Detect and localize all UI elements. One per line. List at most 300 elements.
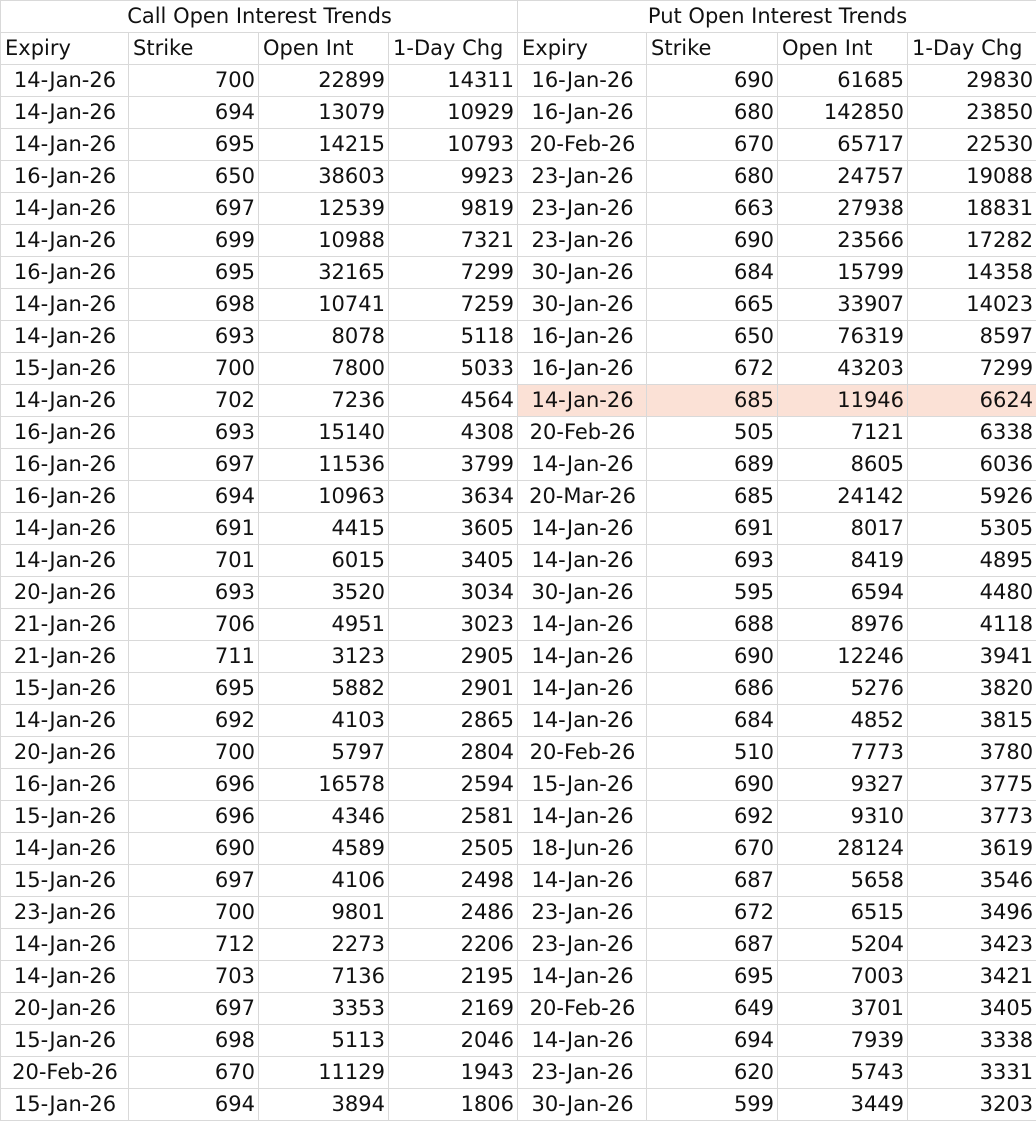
- call-open-int-cell[interactable]: 9801: [259, 897, 389, 929]
- call-open-int-cell[interactable]: 13079: [259, 97, 389, 129]
- call-strike-cell[interactable]: 697: [129, 993, 259, 1025]
- call-expiry-cell[interactable]: 16-Jan-26: [1, 449, 129, 481]
- call-strike-cell[interactable]: 697: [129, 449, 259, 481]
- put-day-chg-cell[interactable]: 8597: [908, 321, 1036, 353]
- put-strike-cell[interactable]: 663: [647, 193, 778, 225]
- table-row: [1, 929, 1036, 961]
- call-open-int-cell[interactable]: 4103: [259, 705, 389, 737]
- put-day-chg-header[interactable]: 1-Day Chg: [908, 33, 1036, 65]
- call-day-chg-cell[interactable]: 2195: [389, 961, 518, 993]
- put-strike-cell[interactable]: 690: [647, 641, 778, 673]
- call-strike-cell[interactable]: 691: [129, 513, 259, 545]
- call-strike-cell[interactable]: 702: [129, 385, 259, 417]
- put-expiry-cell[interactable]: 16-Jan-26: [518, 97, 647, 129]
- table-row: [1, 449, 1036, 481]
- put-expiry-cell[interactable]: 20-Feb-26: [518, 993, 647, 1025]
- put-expiry-cell[interactable]: 23-Jan-26: [518, 225, 647, 257]
- call-expiry-cell[interactable]: 21-Jan-26: [1, 609, 129, 641]
- put-expiry-cell[interactable]: 30-Jan-26: [518, 577, 647, 609]
- call-day-chg-cell[interactable]: 2498: [389, 865, 518, 897]
- call-open-int-cell[interactable]: 16578: [259, 769, 389, 801]
- table-row: [1, 673, 1036, 705]
- table-row: [1, 161, 1036, 193]
- put-open-int-cell[interactable]: 23566: [778, 225, 908, 257]
- put-strike-cell[interactable]: 672: [647, 353, 778, 385]
- put-day-chg-cell[interactable]: 3203: [908, 1089, 1036, 1121]
- call-expiry-cell[interactable]: 20-Jan-26: [1, 993, 129, 1025]
- put-expiry-cell[interactable]: 20-Mar-26: [518, 481, 647, 513]
- put-expiry-cell[interactable]: 16-Jan-26: [518, 65, 647, 97]
- call-day-chg-cell[interactable]: 2505: [389, 833, 518, 865]
- put-strike-cell[interactable]: 684: [647, 705, 778, 737]
- put-day-chg-cell[interactable]: 5926: [908, 481, 1036, 513]
- call-day-chg-cell[interactable]: 7321: [389, 225, 518, 257]
- put-open-int-cell[interactable]: 6594: [778, 577, 908, 609]
- call-section-title[interactable]: Call Open Interest Trends: [1, 1, 518, 33]
- call-expiry-cell[interactable]: 14-Jan-26: [1, 193, 129, 225]
- table-row: [1, 961, 1036, 993]
- call-open-int-cell[interactable]: 7800: [259, 353, 389, 385]
- put-open-int-cell[interactable]: 5276: [778, 673, 908, 705]
- put-strike-cell[interactable]: 693: [647, 545, 778, 577]
- call-strike-cell[interactable]: 699: [129, 225, 259, 257]
- call-expiry-cell[interactable]: 14-Jan-26: [1, 833, 129, 865]
- call-strike-cell[interactable]: 695: [129, 673, 259, 705]
- call-expiry-cell[interactable]: 16-Jan-26: [1, 161, 129, 193]
- put-strike-cell[interactable]: 685: [647, 481, 778, 513]
- put-expiry-cell[interactable]: 23-Jan-26: [518, 161, 647, 193]
- call-day-chg-cell[interactable]: 4564: [389, 385, 518, 417]
- put-strike-cell[interactable]: 695: [647, 961, 778, 993]
- put-open-int-cell[interactable]: 28124: [778, 833, 908, 865]
- put-day-chg-cell[interactable]: 3405: [908, 993, 1036, 1025]
- put-day-chg-cell[interactable]: 3546: [908, 865, 1036, 897]
- put-open-int-cell[interactable]: 7003: [778, 961, 908, 993]
- put-expiry-cell[interactable]: 20-Feb-26: [518, 129, 647, 161]
- call-open-int-cell[interactable]: 3894: [259, 1089, 389, 1121]
- call-open-int-cell[interactable]: 15140: [259, 417, 389, 449]
- call-open-int-cell[interactable]: 10741: [259, 289, 389, 321]
- call-strike-cell[interactable]: 692: [129, 705, 259, 737]
- put-open-int-cell[interactable]: 8017: [778, 513, 908, 545]
- put-expiry-cell[interactable]: 14-Jan-26: [518, 1025, 647, 1057]
- put-open-int-cell[interactable]: 3449: [778, 1089, 908, 1121]
- put-open-int-cell[interactable]: 12246: [778, 641, 908, 673]
- table-row: [1, 737, 1036, 769]
- call-day-chg-cell[interactable]: 2901: [389, 673, 518, 705]
- put-expiry-cell[interactable]: 14-Jan-26: [518, 385, 647, 417]
- put-open-int-cell[interactable]: 8419: [778, 545, 908, 577]
- call-day-chg-cell[interactable]: 10929: [389, 97, 518, 129]
- table-row: [1, 257, 1036, 289]
- table-row: [1, 225, 1036, 257]
- put-expiry-cell[interactable]: 23-Jan-26: [518, 929, 647, 961]
- put-strike-cell[interactable]: 688: [647, 609, 778, 641]
- table-row: [1, 1025, 1036, 1057]
- call-expiry-cell[interactable]: 15-Jan-26: [1, 353, 129, 385]
- put-strike-cell[interactable]: 690: [647, 769, 778, 801]
- call-day-chg-cell[interactable]: 5033: [389, 353, 518, 385]
- call-expiry-cell[interactable]: 14-Jan-26: [1, 225, 129, 257]
- call-open-int-cell[interactable]: 4346: [259, 801, 389, 833]
- put-strike-cell[interactable]: 691: [647, 513, 778, 545]
- call-strike-cell[interactable]: 670: [129, 1057, 259, 1089]
- put-day-chg-cell[interactable]: 23850: [908, 97, 1036, 129]
- put-strike-cell[interactable]: 649: [647, 993, 778, 1025]
- call-expiry-cell[interactable]: 16-Jan-26: [1, 257, 129, 289]
- call-expiry-header[interactable]: Expiry: [1, 33, 129, 65]
- call-strike-cell[interactable]: 696: [129, 801, 259, 833]
- call-strike-cell[interactable]: 697: [129, 865, 259, 897]
- call-day-chg-cell[interactable]: 2594: [389, 769, 518, 801]
- put-strike-cell[interactable]: 690: [647, 225, 778, 257]
- put-day-chg-cell[interactable]: 29830: [908, 65, 1036, 97]
- put-expiry-cell[interactable]: 14-Jan-26: [518, 545, 647, 577]
- put-expiry-cell[interactable]: 14-Jan-26: [518, 865, 647, 897]
- call-strike-cell[interactable]: 694: [129, 481, 259, 513]
- put-strike-cell[interactable]: 650: [647, 321, 778, 353]
- put-open-int-cell[interactable]: 9310: [778, 801, 908, 833]
- call-expiry-cell[interactable]: 21-Jan-26: [1, 641, 129, 673]
- put-day-chg-cell[interactable]: 3815: [908, 705, 1036, 737]
- call-strike-cell[interactable]: 701: [129, 545, 259, 577]
- call-strike-cell[interactable]: 712: [129, 929, 259, 961]
- put-strike-cell[interactable]: 505: [647, 417, 778, 449]
- call-expiry-cell[interactable]: 14-Jan-26: [1, 385, 129, 417]
- call-open-int-cell[interactable]: 4415: [259, 513, 389, 545]
- put-open-int-cell[interactable]: 3701: [778, 993, 908, 1025]
- call-day-chg-cell[interactable]: 10793: [389, 129, 518, 161]
- call-day-chg-cell[interactable]: 3605: [389, 513, 518, 545]
- call-day-chg-cell[interactable]: 3034: [389, 577, 518, 609]
- put-day-chg-cell[interactable]: 3619: [908, 833, 1036, 865]
- put-day-chg-cell[interactable]: 18831: [908, 193, 1036, 225]
- put-open-int-cell[interactable]: 15799: [778, 257, 908, 289]
- put-open-int-cell[interactable]: 11946: [778, 385, 908, 417]
- call-open-int-cell[interactable]: 11536: [259, 449, 389, 481]
- call-expiry-cell[interactable]: 14-Jan-26: [1, 289, 129, 321]
- call-open-int-cell[interactable]: 5797: [259, 737, 389, 769]
- call-strike-cell[interactable]: 693: [129, 577, 259, 609]
- put-expiry-cell[interactable]: 14-Jan-26: [518, 641, 647, 673]
- call-strike-cell[interactable]: 695: [129, 257, 259, 289]
- call-strike-cell[interactable]: 703: [129, 961, 259, 993]
- put-expiry-cell[interactable]: 30-Jan-26: [518, 257, 647, 289]
- call-open-int-cell[interactable]: 32165: [259, 257, 389, 289]
- put-open-int-cell[interactable]: 7939: [778, 1025, 908, 1057]
- title-row: [1, 1, 1036, 33]
- put-strike-cell[interactable]: 694: [647, 1025, 778, 1057]
- table-row: [1, 865, 1036, 897]
- put-strike-cell[interactable]: 687: [647, 929, 778, 961]
- call-day-chg-cell[interactable]: 2865: [389, 705, 518, 737]
- put-day-chg-cell[interactable]: 3496: [908, 897, 1036, 929]
- table-row: [1, 385, 1036, 417]
- table-row: [1, 65, 1036, 97]
- call-open-int-cell[interactable]: 7136: [259, 961, 389, 993]
- put-strike-cell[interactable]: 670: [647, 833, 778, 865]
- call-open-int-cell[interactable]: 14215: [259, 129, 389, 161]
- put-open-int-cell[interactable]: 65717: [778, 129, 908, 161]
- call-expiry-cell[interactable]: 14-Jan-26: [1, 513, 129, 545]
- put-day-chg-cell[interactable]: 22530: [908, 129, 1036, 161]
- put-open-int-cell[interactable]: 33907: [778, 289, 908, 321]
- call-open-int-cell[interactable]: 5882: [259, 673, 389, 705]
- put-day-chg-cell[interactable]: 3820: [908, 673, 1036, 705]
- call-expiry-cell[interactable]: 14-Jan-26: [1, 705, 129, 737]
- call-expiry-cell[interactable]: 15-Jan-26: [1, 801, 129, 833]
- put-expiry-cell[interactable]: 30-Jan-26: [518, 1089, 647, 1121]
- call-open-int-cell[interactable]: 3123: [259, 641, 389, 673]
- put-open-int-cell[interactable]: 5204: [778, 929, 908, 961]
- call-expiry-cell[interactable]: 14-Jan-26: [1, 97, 129, 129]
- put-expiry-cell[interactable]: 18-Jun-26: [518, 833, 647, 865]
- call-expiry-cell[interactable]: 23-Jan-26: [1, 897, 129, 929]
- call-day-chg-cell[interactable]: 14311: [389, 65, 518, 97]
- call-expiry-cell[interactable]: 15-Jan-26: [1, 865, 129, 897]
- table-row: [1, 353, 1036, 385]
- call-strike-cell[interactable]: 700: [129, 897, 259, 929]
- table-row: [1, 897, 1036, 929]
- put-day-chg-cell[interactable]: 6624: [908, 385, 1036, 417]
- put-expiry-cell[interactable]: 20-Feb-26: [518, 737, 647, 769]
- call-open-int-cell[interactable]: 38603: [259, 161, 389, 193]
- put-day-chg-cell[interactable]: 6338: [908, 417, 1036, 449]
- put-strike-cell[interactable]: 599: [647, 1089, 778, 1121]
- put-strike-cell[interactable]: 670: [647, 129, 778, 161]
- put-day-chg-cell[interactable]: 3941: [908, 641, 1036, 673]
- put-open-int-cell[interactable]: 7121: [778, 417, 908, 449]
- put-strike-cell[interactable]: 680: [647, 161, 778, 193]
- put-expiry-cell[interactable]: 30-Jan-26: [518, 289, 647, 321]
- call-open-int-cell[interactable]: 22899: [259, 65, 389, 97]
- put-day-chg-cell[interactable]: 6036: [908, 449, 1036, 481]
- put-day-chg-cell[interactable]: 3780: [908, 737, 1036, 769]
- put-open-int-cell[interactable]: 9327: [778, 769, 908, 801]
- put-expiry-cell[interactable]: 23-Jan-26: [518, 193, 647, 225]
- put-day-chg-cell[interactable]: 4895: [908, 545, 1036, 577]
- put-strike-cell[interactable]: 620: [647, 1057, 778, 1089]
- table-row: [1, 577, 1036, 609]
- table-row: [1, 993, 1036, 1025]
- put-strike-cell[interactable]: 510: [647, 737, 778, 769]
- call-day-chg-cell[interactable]: 3405: [389, 545, 518, 577]
- call-open-int-cell[interactable]: 6015: [259, 545, 389, 577]
- call-expiry-cell[interactable]: 14-Jan-26: [1, 929, 129, 961]
- call-strike-cell[interactable]: 711: [129, 641, 259, 673]
- call-expiry-cell[interactable]: 14-Jan-26: [1, 545, 129, 577]
- put-strike-cell[interactable]: 672: [647, 897, 778, 929]
- put-open-int-cell[interactable]: 4852: [778, 705, 908, 737]
- put-strike-cell[interactable]: 665: [647, 289, 778, 321]
- put-open-int-cell[interactable]: 5743: [778, 1057, 908, 1089]
- call-strike-header[interactable]: Strike: [129, 33, 259, 65]
- call-day-chg-cell[interactable]: 3023: [389, 609, 518, 641]
- call-open-int-cell[interactable]: 5113: [259, 1025, 389, 1057]
- call-expiry-cell[interactable]: 15-Jan-26: [1, 1089, 129, 1121]
- call-expiry-cell[interactable]: 14-Jan-26: [1, 65, 129, 97]
- put-strike-cell[interactable]: 685: [647, 385, 778, 417]
- put-strike-cell[interactable]: 686: [647, 673, 778, 705]
- put-open-int-cell[interactable]: 5658: [778, 865, 908, 897]
- call-day-chg-cell[interactable]: 3634: [389, 481, 518, 513]
- put-open-int-cell[interactable]: 7773: [778, 737, 908, 769]
- put-open-int-cell[interactable]: 76319: [778, 321, 908, 353]
- put-open-int-cell[interactable]: 6515: [778, 897, 908, 929]
- put-expiry-cell[interactable]: 15-Jan-26: [518, 769, 647, 801]
- call-strike-cell[interactable]: 697: [129, 193, 259, 225]
- call-day-chg-cell[interactable]: 2046: [389, 1025, 518, 1057]
- call-day-chg-cell[interactable]: 7299: [389, 257, 518, 289]
- call-expiry-cell[interactable]: 14-Jan-26: [1, 961, 129, 993]
- put-expiry-cell[interactable]: 14-Jan-26: [518, 705, 647, 737]
- put-expiry-cell[interactable]: 14-Jan-26: [518, 801, 647, 833]
- table-row: [1, 513, 1036, 545]
- call-day-chg-cell[interactable]: 7259: [389, 289, 518, 321]
- table-row: [1, 801, 1036, 833]
- call-expiry-cell[interactable]: 20-Jan-26: [1, 577, 129, 609]
- put-expiry-cell[interactable]: 16-Jan-26: [518, 321, 647, 353]
- call-strike-cell[interactable]: 698: [129, 1025, 259, 1057]
- put-day-chg-cell[interactable]: 3423: [908, 929, 1036, 961]
- put-strike-cell[interactable]: 689: [647, 449, 778, 481]
- call-day-chg-cell[interactable]: 9923: [389, 161, 518, 193]
- call-day-chg-cell[interactable]: 2804: [389, 737, 518, 769]
- call-open-int-cell[interactable]: 2273: [259, 929, 389, 961]
- call-open-int-cell[interactable]: 10963: [259, 481, 389, 513]
- put-expiry-cell[interactable]: 14-Jan-26: [518, 673, 647, 705]
- call-expiry-cell[interactable]: 14-Jan-26: [1, 129, 129, 161]
- put-expiry-header[interactable]: Expiry: [518, 33, 647, 65]
- call-strike-cell[interactable]: 700: [129, 353, 259, 385]
- call-open-int-cell[interactable]: 7236: [259, 385, 389, 417]
- put-open-int-cell[interactable]: 8605: [778, 449, 908, 481]
- call-open-int-cell[interactable]: 10988: [259, 225, 389, 257]
- call-day-chg-cell[interactable]: 5118: [389, 321, 518, 353]
- put-day-chg-cell[interactable]: 4118: [908, 609, 1036, 641]
- call-expiry-cell[interactable]: 16-Jan-26: [1, 417, 129, 449]
- call-expiry-cell[interactable]: 20-Feb-26: [1, 1057, 129, 1089]
- table-row: [1, 321, 1036, 353]
- put-strike-header[interactable]: Strike: [647, 33, 778, 65]
- call-expiry-cell[interactable]: 20-Jan-26: [1, 737, 129, 769]
- call-expiry-cell[interactable]: 15-Jan-26: [1, 673, 129, 705]
- put-section-title[interactable]: Put Open Interest Trends: [518, 1, 1036, 33]
- put-expiry-cell[interactable]: 14-Jan-26: [518, 961, 647, 993]
- call-open-int-cell[interactable]: 12539: [259, 193, 389, 225]
- put-expiry-cell[interactable]: 14-Jan-26: [518, 449, 647, 481]
- put-day-chg-cell[interactable]: 3331: [908, 1057, 1036, 1089]
- put-day-chg-cell[interactable]: 14358: [908, 257, 1036, 289]
- table-row: [1, 1057, 1036, 1089]
- call-day-chg-cell[interactable]: 9819: [389, 193, 518, 225]
- put-open-int-cell[interactable]: 43203: [778, 353, 908, 385]
- put-day-chg-cell[interactable]: 3338: [908, 1025, 1036, 1057]
- call-day-chg-cell[interactable]: 2169: [389, 993, 518, 1025]
- put-strike-cell[interactable]: 692: [647, 801, 778, 833]
- call-day-chg-header[interactable]: 1-Day Chg: [389, 33, 518, 65]
- put-strike-cell[interactable]: 687: [647, 865, 778, 897]
- put-open-int-cell[interactable]: 142850: [778, 97, 908, 129]
- table-row: [1, 481, 1036, 513]
- put-day-chg-cell[interactable]: 4480: [908, 577, 1036, 609]
- put-open-int-cell[interactable]: 24757: [778, 161, 908, 193]
- call-open-int-cell[interactable]: 3520: [259, 577, 389, 609]
- call-open-int-cell[interactable]: 3353: [259, 993, 389, 1025]
- call-strike-cell[interactable]: 706: [129, 609, 259, 641]
- call-strike-cell[interactable]: 695: [129, 129, 259, 161]
- call-open-int-cell[interactable]: 4589: [259, 833, 389, 865]
- put-strike-cell[interactable]: 680: [647, 97, 778, 129]
- call-day-chg-cell[interactable]: 2206: [389, 929, 518, 961]
- call-strike-cell[interactable]: 690: [129, 833, 259, 865]
- call-strike-cell[interactable]: 650: [129, 161, 259, 193]
- put-strike-cell[interactable]: 684: [647, 257, 778, 289]
- table-row: [1, 289, 1036, 321]
- call-day-chg-cell[interactable]: 2581: [389, 801, 518, 833]
- put-expiry-cell[interactable]: 20-Feb-26: [518, 417, 647, 449]
- put-expiry-cell[interactable]: 23-Jan-26: [518, 897, 647, 929]
- put-open-int-cell[interactable]: 24142: [778, 481, 908, 513]
- table-row: [1, 609, 1036, 641]
- call-day-chg-cell[interactable]: 3799: [389, 449, 518, 481]
- put-day-chg-cell[interactable]: 7299: [908, 353, 1036, 385]
- table-row: [1, 1089, 1036, 1121]
- put-day-chg-cell[interactable]: 3775: [908, 769, 1036, 801]
- call-expiry-cell[interactable]: 14-Jan-26: [1, 321, 129, 353]
- call-expiry-cell[interactable]: 15-Jan-26: [1, 1025, 129, 1057]
- call-strike-cell[interactable]: 698: [129, 289, 259, 321]
- call-day-chg-cell[interactable]: 1806: [389, 1089, 518, 1121]
- table-row: [1, 769, 1036, 801]
- put-expiry-cell[interactable]: 23-Jan-26: [518, 1057, 647, 1089]
- put-day-chg-cell[interactable]: 3773: [908, 801, 1036, 833]
- call-strike-cell[interactable]: 693: [129, 417, 259, 449]
- call-strike-cell[interactable]: 700: [129, 65, 259, 97]
- call-open-int-cell[interactable]: 8078: [259, 321, 389, 353]
- put-day-chg-cell[interactable]: 3421: [908, 961, 1036, 993]
- call-day-chg-cell[interactable]: 4308: [389, 417, 518, 449]
- put-open-int-cell[interactable]: 61685: [778, 65, 908, 97]
- call-strike-cell[interactable]: 693: [129, 321, 259, 353]
- call-strike-cell[interactable]: 694: [129, 1089, 259, 1121]
- put-strike-cell[interactable]: 690: [647, 65, 778, 97]
- call-expiry-cell[interactable]: 16-Jan-26: [1, 769, 129, 801]
- put-open-int-cell[interactable]: 27938: [778, 193, 908, 225]
- call-open-int-cell[interactable]: 4106: [259, 865, 389, 897]
- put-strike-cell[interactable]: 595: [647, 577, 778, 609]
- call-strike-cell[interactable]: 694: [129, 97, 259, 129]
- call-open-int-cell[interactable]: 4951: [259, 609, 389, 641]
- call-strike-cell[interactable]: 696: [129, 769, 259, 801]
- put-open-int-header[interactable]: Open Int: [778, 33, 908, 65]
- call-day-chg-cell[interactable]: 1943: [389, 1057, 518, 1089]
- call-open-int-header[interactable]: Open Int: [259, 33, 389, 65]
- put-expiry-cell[interactable]: 14-Jan-26: [518, 609, 647, 641]
- put-expiry-cell[interactable]: 16-Jan-26: [518, 353, 647, 385]
- put-expiry-cell[interactable]: 14-Jan-26: [518, 513, 647, 545]
- put-day-chg-cell[interactable]: 5305: [908, 513, 1036, 545]
- call-day-chg-cell[interactable]: 2486: [389, 897, 518, 929]
- call-open-int-cell[interactable]: 11129: [259, 1057, 389, 1089]
- call-strike-cell[interactable]: 700: [129, 737, 259, 769]
- put-open-int-cell[interactable]: 8976: [778, 609, 908, 641]
- call-expiry-cell[interactable]: 16-Jan-26: [1, 481, 129, 513]
- call-day-chg-cell[interactable]: 2905: [389, 641, 518, 673]
- put-day-chg-cell[interactable]: 14023: [908, 289, 1036, 321]
- put-day-chg-cell[interactable]: 17282: [908, 225, 1036, 257]
- put-day-chg-cell[interactable]: 19088: [908, 161, 1036, 193]
